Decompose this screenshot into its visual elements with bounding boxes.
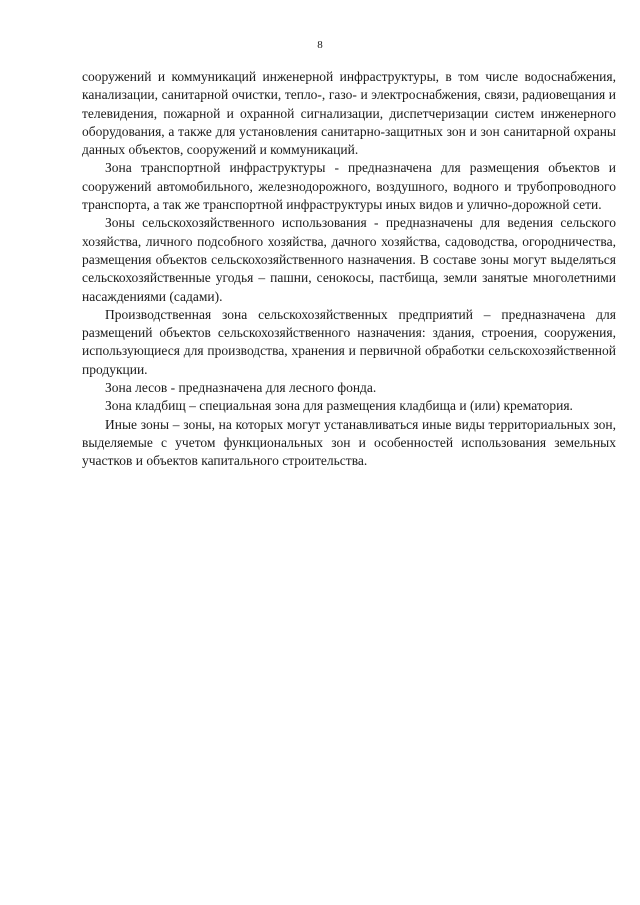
paragraph-forest-zone: Зона лесов - предназначена для лесного фонда. — [105, 380, 377, 396]
paragraph-engineering-infrastructure-continued: сооружений и коммуникаций инженерной инфраструктуры, в том числе водоснабжения, канализации, санитарной очистки, тепло-, газо- и электроснабжения, связи, радиовещания и телевидения, пожарной и охранной сигнализации, диспетчеризации систем инженерного оборудования, а также для установления санитарно-защитных зон и зон санитарной охраны данных объектов, сооружений и коммуникаций. — [82, 69, 616, 158]
paragraph-other-zones: Иные зоны – зоны, на которых могут устанавливаться иные виды территориальных зон, выделяемые с учетом функциональных зон и особенностей использования земельных участков и объектов капитального строительства. — [82, 416, 616, 469]
paragraph-transport-infrastructure-zone: Зона транспортной инфраструктуры - предназначена для размещения объектов и сооружений автомобильного, железнодорожного, воздушного, водного и трубопроводного транспорта, а так же транспортной инфраструктуры иных видов и улично-дорожной сети. — [82, 160, 616, 213]
paragraph-agricultural-use-zones: Зоны сельскохозяйственного использования - предназначены для ведения сельского хозяйства, личного подсобного хозяйства, дачного хозяйства, садоводства, огородничества, размещения объектов сельскохозяйственного назначения. В составе зоны могут выделяться сельскохозяйственные угодья – пашни, сенокосы, пастбища, земли занятые многолетними насаждениями (садами). — [82, 215, 616, 304]
document-body — [82, 68, 616, 471]
paragraph-agricultural-production-zone: Производственная зона сельскохозяйственных предприятий – предназначена для размещений объектов сельскохозяйственного назначения: здания, строения, сооружения, использующиеся для производства, хранения и первичной обработки сельскохозяйственной продукции. — [82, 306, 616, 377]
paragraph-cemetery-zone: Зона кладбищ – специальная зона для размещения кладбища и (или) крематория. — [105, 398, 573, 414]
page-number: 8 — [317, 39, 323, 51]
